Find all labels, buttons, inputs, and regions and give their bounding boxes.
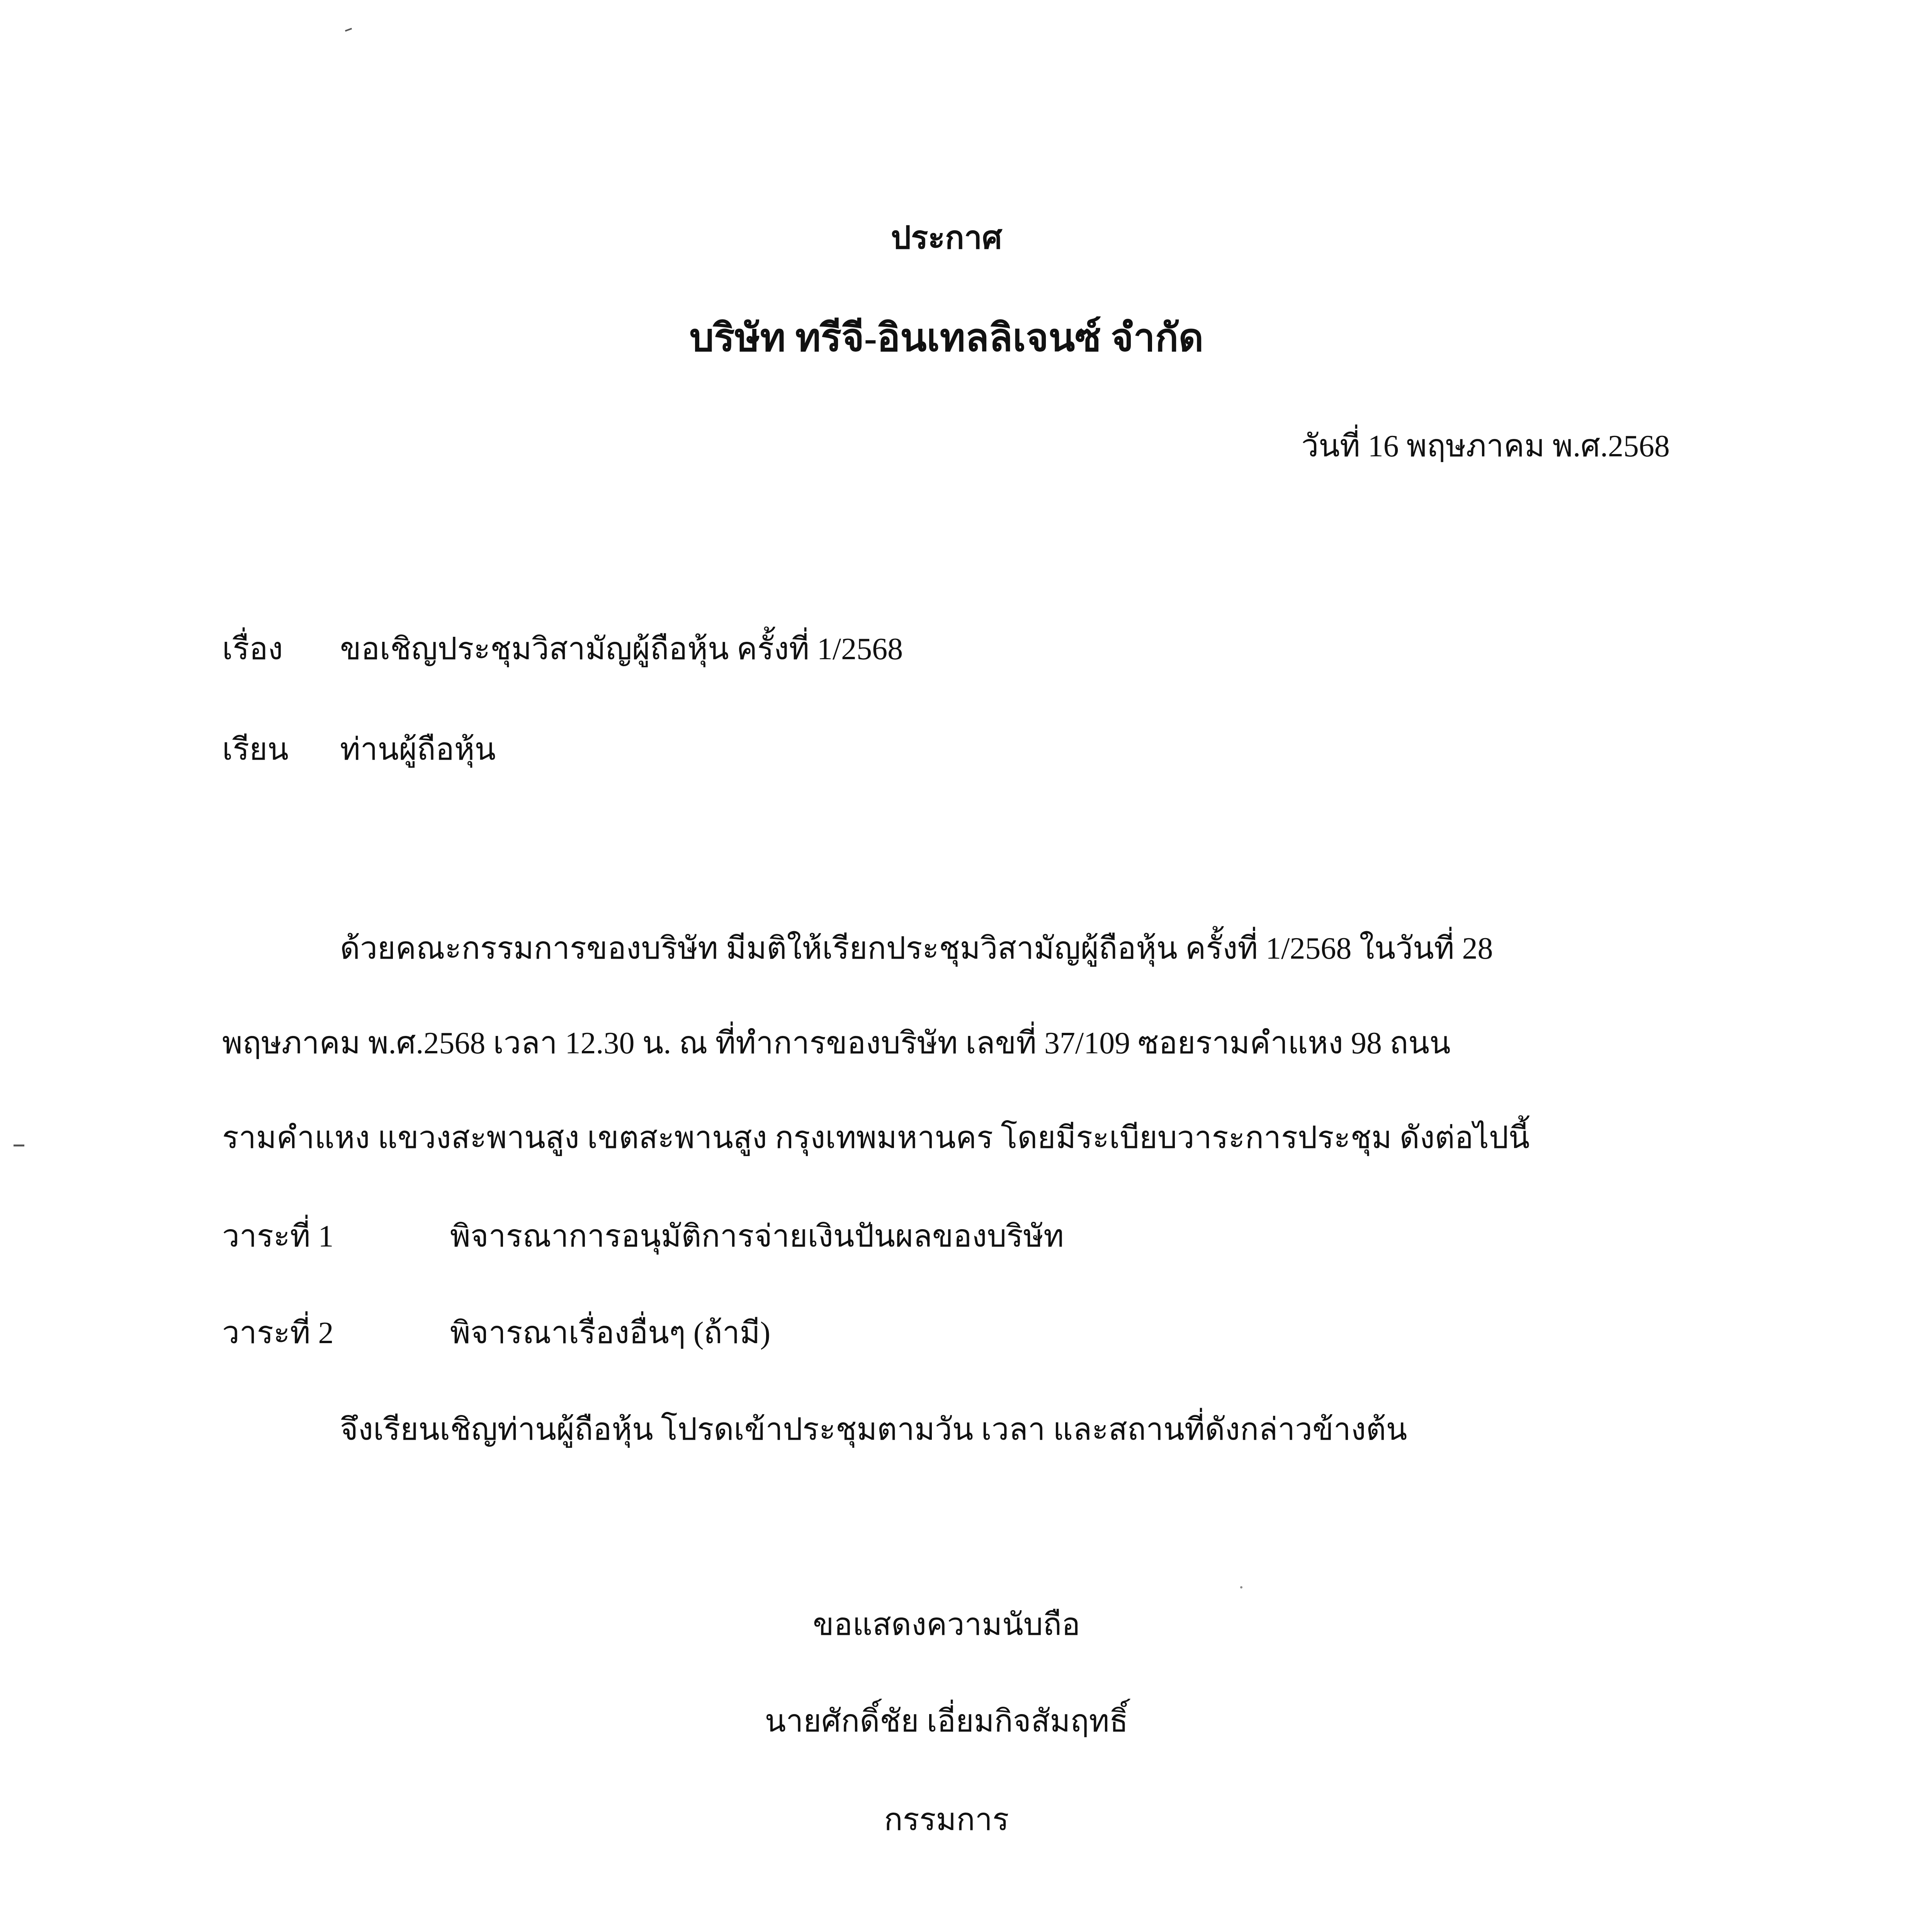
scan-speck — [345, 28, 352, 32]
regards-line: ขอแสดงความนับถือ — [812, 1608, 1081, 1642]
body-paragraph-line: ด้วยคณะกรรมการของบริษัท มีมติให้เรียกประชุมวิสามัญผู้ถือหุ้น ครั้งที่ 1/2568 ในวันที่ 28 — [340, 932, 1493, 966]
company-name: บริษัท ทรีจี-อินเทลลิเจนซ์ จำกัด — [689, 316, 1204, 359]
announcement-heading: ประกาศ — [891, 220, 1002, 255]
signer-name: นายศักดิ์ชัย เอี่ยมกิจสัมฤทธิ์ — [765, 1704, 1128, 1738]
subject-label: เรื่อง — [222, 632, 283, 666]
agenda-item-label: วาระที่ 1 — [222, 1219, 334, 1253]
subject-value: ขอเชิญประชุมวิสามัญผู้ถือหุ้น ครั้งที่ 1/2568 — [340, 632, 903, 666]
body-paragraph-line: รามคำแหง แขวงสะพานสูง เขตสะพานสูง กรุงเทพมหานคร โดยมีระเบียบวาระการประชุม ดังต่อไปนี้ — [222, 1121, 1530, 1155]
scan-speck — [14, 1145, 24, 1146]
recipient-label: เรียน — [222, 733, 289, 767]
signer-title: กรรมการ — [884, 1803, 1009, 1837]
document-date: วันที่ 16 พฤษภาคม พ.ศ.2568 — [1301, 429, 1670, 463]
agenda-item-text: พิจารณาเรื่องอื่นๆ (ถ้ามี) — [450, 1316, 771, 1350]
recipient-value: ท่านผู้ถือหุ้น — [340, 733, 496, 767]
agenda-item-label: วาระที่ 2 — [222, 1316, 334, 1350]
closing-sentence: จึงเรียนเชิญท่านผู้ถือหุ้น โปรดเข้าประชุมตามวัน เวลา และสถานที่ดังกล่าวข้างต้น — [340, 1413, 1407, 1447]
body-paragraph-line: พฤษภาคม พ.ศ.2568 เวลา 12.30 น. ณ ที่ทำการของบริษัท เลขที่ 37/109 ซอยรามคำแหง 98 ถนน — [222, 1026, 1451, 1060]
scan-speck — [1240, 1586, 1242, 1588]
agenda-item-text: พิจารณาการอนุมัติการจ่ายเงินปันผลของบริษัท — [450, 1219, 1064, 1253]
